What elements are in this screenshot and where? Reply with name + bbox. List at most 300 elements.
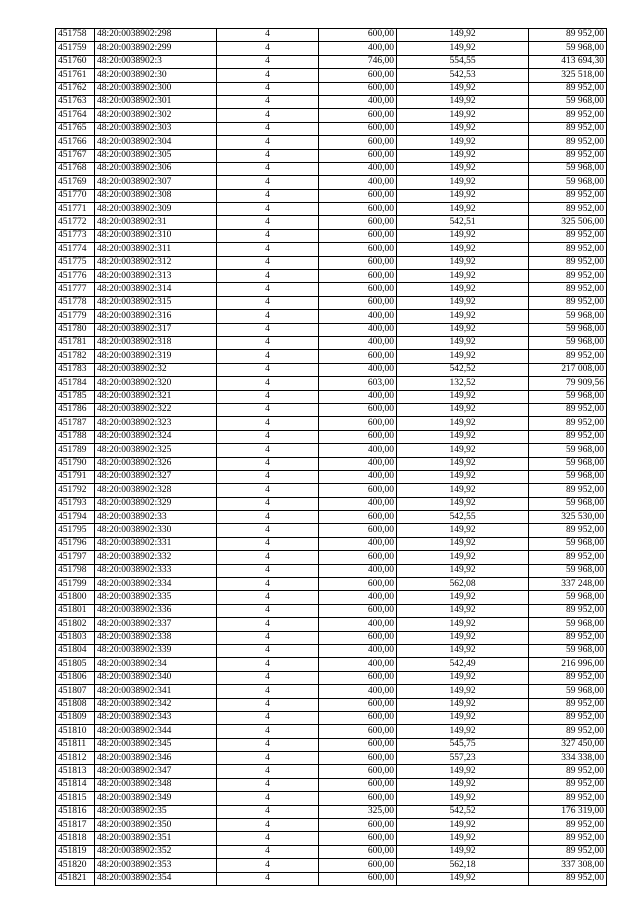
category-cell: 4 — [217, 805, 319, 818]
table-row — [56, 872, 607, 885]
cadastral-number-cell: 48:20:0038902:301 — [95, 95, 217, 108]
row-id-cell: 451782 — [56, 350, 95, 363]
row-id-cell: 451769 — [56, 176, 95, 189]
table-row — [56, 832, 607, 845]
category-cell: 4 — [217, 792, 319, 805]
table-row — [56, 551, 607, 564]
cadastral-value-cell: 89 952,00 — [529, 29, 607, 42]
category-cell: 4 — [217, 591, 319, 604]
cadastral-number-cell: 48:20:0038902:349 — [95, 792, 217, 805]
cadastral-value-cell: 89 952,00 — [529, 671, 607, 684]
category-cell: 4 — [217, 685, 319, 698]
category-cell: 4 — [217, 363, 319, 376]
area-cell: 600,00 — [319, 631, 397, 644]
area-cell: 600,00 — [319, 524, 397, 537]
row-id-cell: 451779 — [56, 310, 95, 323]
cadastral-number-cell: 48:20:0038902:321 — [95, 390, 217, 403]
area-cell: 600,00 — [319, 484, 397, 497]
unit-price-cell: 149,92 — [397, 604, 529, 617]
table-row — [56, 350, 607, 363]
table-row — [56, 283, 607, 296]
cadastral-number-cell: 48:20:0038902:340 — [95, 671, 217, 684]
category-cell: 4 — [217, 55, 319, 68]
area-cell: 400,00 — [319, 658, 397, 671]
category-cell: 4 — [217, 752, 319, 765]
cadastral-value-cell: 89 952,00 — [529, 698, 607, 711]
table-row — [56, 845, 607, 858]
cadastral-value-cell: 89 952,00 — [529, 243, 607, 256]
cadastral-number-cell: 48:20:0038902:352 — [95, 845, 217, 858]
area-cell: 400,00 — [319, 390, 397, 403]
category-cell: 4 — [217, 671, 319, 684]
row-id-cell: 451764 — [56, 109, 95, 122]
area-cell: 400,00 — [319, 162, 397, 175]
cadastral-value-cell: 59 968,00 — [529, 336, 607, 349]
cadastral-number-cell: 48:20:0038902:323 — [95, 417, 217, 430]
cadastral-value-cell: 59 968,00 — [529, 644, 607, 657]
area-cell: 400,00 — [319, 42, 397, 55]
area-cell: 600,00 — [319, 752, 397, 765]
cadastral-number-cell: 48:20:0038902:318 — [95, 336, 217, 349]
table-row — [56, 403, 607, 416]
cadastral-value-cell: 89 952,00 — [529, 189, 607, 202]
cadastral-value-cell: 89 952,00 — [529, 136, 607, 149]
row-id-cell: 451777 — [56, 283, 95, 296]
table-row — [56, 176, 607, 189]
area-cell: 600,00 — [319, 256, 397, 269]
cadastral-value-cell: 89 952,00 — [529, 350, 607, 363]
area-cell: 400,00 — [319, 685, 397, 698]
category-cell: 4 — [217, 377, 319, 390]
area-cell: 600,00 — [319, 551, 397, 564]
row-id-cell: 451799 — [56, 578, 95, 591]
category-cell: 4 — [217, 457, 319, 470]
cadastral-value-cell: 89 952,00 — [529, 604, 607, 617]
row-id-cell: 451808 — [56, 698, 95, 711]
table-row — [56, 470, 607, 483]
table-row — [56, 698, 607, 711]
unit-price-cell: 132,52 — [397, 377, 529, 390]
unit-price-cell: 149,92 — [397, 778, 529, 791]
row-id-cell: 451798 — [56, 564, 95, 577]
row-id-cell: 451762 — [56, 82, 95, 95]
unit-price-cell: 149,92 — [397, 725, 529, 738]
cadastral-number-cell: 48:20:0038902:31 — [95, 216, 217, 229]
unit-price-cell: 149,92 — [397, 685, 529, 698]
unit-price-cell: 149,92 — [397, 564, 529, 577]
area-cell: 600,00 — [319, 270, 397, 283]
area-cell: 600,00 — [319, 417, 397, 430]
area-cell: 600,00 — [319, 792, 397, 805]
cadastral-number-cell: 48:20:0038902:312 — [95, 256, 217, 269]
cadastral-number-cell: 48:20:0038902:34 — [95, 658, 217, 671]
row-id-cell: 451780 — [56, 323, 95, 336]
cadastral-value-cell: 89 952,00 — [529, 845, 607, 858]
row-id-cell: 451820 — [56, 859, 95, 872]
category-cell: 4 — [217, 82, 319, 95]
row-id-cell: 451804 — [56, 644, 95, 657]
area-cell: 400,00 — [319, 591, 397, 604]
table-row — [56, 792, 607, 805]
table-row — [56, 229, 607, 242]
category-cell: 4 — [217, 470, 319, 483]
cadastral-value-cell: 79 909,56 — [529, 377, 607, 390]
category-cell: 4 — [217, 564, 319, 577]
area-cell: 600,00 — [319, 832, 397, 845]
cadastral-value-cell: 59 968,00 — [529, 310, 607, 323]
cadastral-value-cell: 89 952,00 — [529, 256, 607, 269]
cadastral-number-cell: 48:20:0038902:327 — [95, 470, 217, 483]
cadastral-number-cell: 48:20:0038902:350 — [95, 819, 217, 832]
cadastral-value-cell: 89 952,00 — [529, 792, 607, 805]
row-id-cell: 451778 — [56, 296, 95, 309]
cadastral-number-cell: 48:20:0038902:33 — [95, 511, 217, 524]
unit-price-cell: 149,92 — [397, 819, 529, 832]
cadastral-value-cell: 89 952,00 — [529, 296, 607, 309]
row-id-cell: 451772 — [56, 216, 95, 229]
unit-price-cell: 149,92 — [397, 296, 529, 309]
unit-price-cell: 542,55 — [397, 511, 529, 524]
category-cell: 4 — [217, 136, 319, 149]
table-row — [56, 122, 607, 135]
unit-price-cell: 562,18 — [397, 859, 529, 872]
unit-price-cell: 149,92 — [397, 698, 529, 711]
unit-price-cell: 545,75 — [397, 738, 529, 751]
cadastral-value-cell: 89 952,00 — [529, 551, 607, 564]
row-id-cell: 451813 — [56, 765, 95, 778]
unit-price-cell: 542,51 — [397, 216, 529, 229]
row-id-cell: 451796 — [56, 537, 95, 550]
row-id-cell: 451811 — [56, 738, 95, 751]
table-row — [56, 578, 607, 591]
table-row — [56, 444, 607, 457]
cadastral-number-cell: 48:20:0038902:344 — [95, 725, 217, 738]
row-id-cell: 451821 — [56, 872, 95, 885]
cadastral-value-cell: 59 968,00 — [529, 564, 607, 577]
table-row — [56, 631, 607, 644]
table-row — [56, 203, 607, 216]
cadastral-value-cell: 59 968,00 — [529, 444, 607, 457]
area-cell: 600,00 — [319, 738, 397, 751]
cadastral-value-cell: 89 952,00 — [529, 819, 607, 832]
area-cell: 600,00 — [319, 122, 397, 135]
unit-price-cell: 149,92 — [397, 283, 529, 296]
table-row — [56, 243, 607, 256]
area-cell: 400,00 — [319, 497, 397, 510]
cadastral-number-cell: 48:20:0038902:313 — [95, 270, 217, 283]
area-cell: 600,00 — [319, 109, 397, 122]
unit-price-cell: 542,53 — [397, 69, 529, 82]
row-id-cell: 451792 — [56, 484, 95, 497]
cadastral-number-cell: 48:20:0038902:353 — [95, 859, 217, 872]
area-cell: 400,00 — [319, 537, 397, 550]
area-cell: 400,00 — [319, 176, 397, 189]
row-id-cell: 451797 — [56, 551, 95, 564]
unit-price-cell: 149,92 — [397, 484, 529, 497]
category-cell: 4 — [217, 711, 319, 724]
area-cell: 600,00 — [319, 29, 397, 42]
category-cell: 4 — [217, 350, 319, 363]
cadastral-value-cell: 337 248,00 — [529, 578, 607, 591]
area-cell: 600,00 — [319, 845, 397, 858]
area-cell: 600,00 — [319, 229, 397, 242]
cadastral-value-cell: 327 450,00 — [529, 738, 607, 751]
row-id-cell: 451803 — [56, 631, 95, 644]
area-cell: 600,00 — [319, 711, 397, 724]
unit-price-cell: 149,92 — [397, 203, 529, 216]
category-cell: 4 — [217, 390, 319, 403]
cadastral-number-cell: 48:20:0038902:309 — [95, 203, 217, 216]
row-id-cell: 451793 — [56, 497, 95, 510]
unit-price-cell: 562,08 — [397, 578, 529, 591]
category-cell: 4 — [217, 444, 319, 457]
row-id-cell: 451810 — [56, 725, 95, 738]
category-cell: 4 — [217, 484, 319, 497]
unit-price-cell: 149,92 — [397, 310, 529, 323]
category-cell: 4 — [217, 738, 319, 751]
cadastral-value-cell: 59 968,00 — [529, 537, 607, 550]
area-cell: 600,00 — [319, 69, 397, 82]
table-row — [56, 618, 607, 631]
cadastral-value-table — [55, 28, 607, 886]
table-row — [56, 109, 607, 122]
cadastral-value-cell: 89 952,00 — [529, 417, 607, 430]
cadastral-number-cell: 48:20:0038902:304 — [95, 136, 217, 149]
unit-price-cell: 149,92 — [397, 765, 529, 778]
area-cell: 600,00 — [319, 283, 397, 296]
area-cell: 600,00 — [319, 149, 397, 162]
unit-price-cell: 149,92 — [397, 631, 529, 644]
category-cell: 4 — [217, 551, 319, 564]
table-row — [56, 189, 607, 202]
area-cell: 400,00 — [319, 457, 397, 470]
area-cell: 600,00 — [319, 430, 397, 443]
cadastral-number-cell: 48:20:0038902:324 — [95, 430, 217, 443]
table-row — [56, 484, 607, 497]
cadastral-number-cell: 48:20:0038902:342 — [95, 698, 217, 711]
row-id-cell: 451766 — [56, 136, 95, 149]
table-row — [56, 256, 607, 269]
cadastral-number-cell: 48:20:0038902:303 — [95, 122, 217, 135]
unit-price-cell: 149,92 — [397, 711, 529, 724]
table-row — [56, 29, 607, 42]
table-row — [56, 95, 607, 108]
table-row — [56, 591, 607, 604]
row-id-cell: 451807 — [56, 685, 95, 698]
cadastral-number-cell: 48:20:0038902:302 — [95, 109, 217, 122]
row-id-cell: 451763 — [56, 95, 95, 108]
table-row — [56, 296, 607, 309]
cadastral-number-cell: 48:20:0038902:335 — [95, 591, 217, 604]
row-id-cell: 451771 — [56, 203, 95, 216]
category-cell: 4 — [217, 216, 319, 229]
category-cell: 4 — [217, 872, 319, 885]
unit-price-cell: 149,92 — [397, 336, 529, 349]
table-row — [56, 564, 607, 577]
area-cell: 600,00 — [319, 216, 397, 229]
table-row — [56, 417, 607, 430]
area-cell: 600,00 — [319, 189, 397, 202]
table-row — [56, 524, 607, 537]
cadastral-value-cell: 334 338,00 — [529, 752, 607, 765]
cadastral-number-cell: 48:20:0038902:351 — [95, 832, 217, 845]
category-cell: 4 — [217, 149, 319, 162]
category-cell: 4 — [217, 644, 319, 657]
cadastral-number-cell: 48:20:0038902:298 — [95, 29, 217, 42]
cadastral-number-cell: 48:20:0038902:315 — [95, 296, 217, 309]
row-id-cell: 451818 — [56, 832, 95, 845]
unit-price-cell: 149,92 — [397, 430, 529, 443]
category-cell: 4 — [217, 698, 319, 711]
unit-price-cell: 149,92 — [397, 390, 529, 403]
cadastral-value-cell: 89 952,00 — [529, 283, 607, 296]
area-cell: 400,00 — [319, 444, 397, 457]
unit-price-cell: 149,92 — [397, 497, 529, 510]
cadastral-number-cell: 48:20:0038902:348 — [95, 778, 217, 791]
area-cell: 600,00 — [319, 136, 397, 149]
category-cell: 4 — [217, 203, 319, 216]
unit-price-cell: 149,92 — [397, 524, 529, 537]
unit-price-cell: 149,92 — [397, 644, 529, 657]
cadastral-value-cell: 89 952,00 — [529, 109, 607, 122]
cadastral-value-cell: 59 968,00 — [529, 591, 607, 604]
cadastral-number-cell: 48:20:0038902:331 — [95, 537, 217, 550]
cadastral-value-cell: 89 952,00 — [529, 430, 607, 443]
cadastral-value-cell: 89 952,00 — [529, 765, 607, 778]
table-row — [56, 644, 607, 657]
unit-price-cell: 542,52 — [397, 805, 529, 818]
area-cell: 400,00 — [319, 323, 397, 336]
table-row — [56, 685, 607, 698]
table-row — [56, 55, 607, 68]
category-cell: 4 — [217, 69, 319, 82]
cadastral-number-cell: 48:20:0038902:317 — [95, 323, 217, 336]
unit-price-cell: 149,92 — [397, 82, 529, 95]
cadastral-number-cell: 48:20:0038902:310 — [95, 229, 217, 242]
table-row — [56, 752, 607, 765]
row-id-cell: 451790 — [56, 457, 95, 470]
category-cell: 4 — [217, 176, 319, 189]
table-row — [56, 390, 607, 403]
category-cell: 4 — [217, 631, 319, 644]
unit-price-cell: 149,92 — [397, 109, 529, 122]
cadastral-number-cell: 48:20:0038902:346 — [95, 752, 217, 765]
row-id-cell: 451781 — [56, 336, 95, 349]
table-row — [56, 149, 607, 162]
cadastral-value-cell: 216 996,00 — [529, 658, 607, 671]
unit-price-cell: 554,55 — [397, 55, 529, 68]
unit-price-cell: 149,92 — [397, 95, 529, 108]
unit-price-cell: 149,92 — [397, 671, 529, 684]
area-cell: 600,00 — [319, 296, 397, 309]
cadastral-number-cell: 48:20:0038902:306 — [95, 162, 217, 175]
unit-price-cell: 149,92 — [397, 470, 529, 483]
area-cell: 600,00 — [319, 819, 397, 832]
cadastral-value-cell: 89 952,00 — [529, 270, 607, 283]
row-id-cell: 451759 — [56, 42, 95, 55]
table-row — [56, 270, 607, 283]
row-id-cell: 451817 — [56, 819, 95, 832]
cadastral-value-cell: 59 968,00 — [529, 457, 607, 470]
table-row — [56, 765, 607, 778]
unit-price-cell: 149,92 — [397, 270, 529, 283]
table-row — [56, 805, 607, 818]
table-row — [56, 819, 607, 832]
cadastral-value-cell: 59 968,00 — [529, 42, 607, 55]
row-id-cell: 451789 — [56, 444, 95, 457]
area-cell: 746,00 — [319, 55, 397, 68]
area-cell: 600,00 — [319, 243, 397, 256]
cadastral-number-cell: 48:20:0038902:308 — [95, 189, 217, 202]
unit-price-cell: 149,92 — [397, 457, 529, 470]
row-id-cell: 451761 — [56, 69, 95, 82]
row-id-cell: 451800 — [56, 591, 95, 604]
table-row — [56, 136, 607, 149]
unit-price-cell: 149,92 — [397, 162, 529, 175]
cadastral-number-cell: 48:20:0038902:300 — [95, 82, 217, 95]
category-cell: 4 — [217, 283, 319, 296]
category-cell: 4 — [217, 323, 319, 336]
category-cell: 4 — [217, 243, 319, 256]
table-row — [56, 671, 607, 684]
area-cell: 600,00 — [319, 872, 397, 885]
cadastral-number-cell: 48:20:0038902:322 — [95, 403, 217, 416]
cadastral-number-cell: 48:20:0038902:343 — [95, 711, 217, 724]
category-cell: 4 — [217, 417, 319, 430]
unit-price-cell: 542,52 — [397, 363, 529, 376]
cadastral-value-cell: 325 530,00 — [529, 511, 607, 524]
category-cell: 4 — [217, 578, 319, 591]
category-cell: 4 — [217, 29, 319, 42]
cadastral-value-cell: 325 518,00 — [529, 69, 607, 82]
area-cell: 600,00 — [319, 725, 397, 738]
category-cell: 4 — [217, 778, 319, 791]
category-cell: 4 — [217, 725, 319, 738]
table-row — [56, 310, 607, 323]
category-cell: 4 — [217, 109, 319, 122]
cadastral-number-cell: 48:20:0038902:326 — [95, 457, 217, 470]
table-row — [56, 604, 607, 617]
row-id-cell: 451774 — [56, 243, 95, 256]
row-id-cell: 451758 — [56, 29, 95, 42]
table-row — [56, 725, 607, 738]
unit-price-cell: 149,92 — [397, 149, 529, 162]
row-id-cell: 451806 — [56, 671, 95, 684]
category-cell: 4 — [217, 765, 319, 778]
table-row — [56, 658, 607, 671]
table-row — [56, 216, 607, 229]
unit-price-cell: 149,92 — [397, 122, 529, 135]
category-cell: 4 — [217, 537, 319, 550]
cadastral-number-cell: 48:20:0038902:337 — [95, 618, 217, 631]
area-cell: 600,00 — [319, 671, 397, 684]
cadastral-number-cell: 48:20:0038902:345 — [95, 738, 217, 751]
cadastral-value-cell: 89 952,00 — [529, 82, 607, 95]
unit-price-cell: 149,92 — [397, 229, 529, 242]
area-cell: 400,00 — [319, 644, 397, 657]
table-row — [56, 336, 607, 349]
unit-price-cell: 149,92 — [397, 256, 529, 269]
unit-price-cell: 149,92 — [397, 872, 529, 885]
cadastral-value-cell: 89 952,00 — [529, 122, 607, 135]
category-cell: 4 — [217, 511, 319, 524]
cadastral-value-cell: 89 952,00 — [529, 149, 607, 162]
table-row — [56, 859, 607, 872]
cadastral-value-cell: 176 319,00 — [529, 805, 607, 818]
row-id-cell: 451809 — [56, 711, 95, 724]
table-row — [56, 778, 607, 791]
area-cell: 325,00 — [319, 805, 397, 818]
